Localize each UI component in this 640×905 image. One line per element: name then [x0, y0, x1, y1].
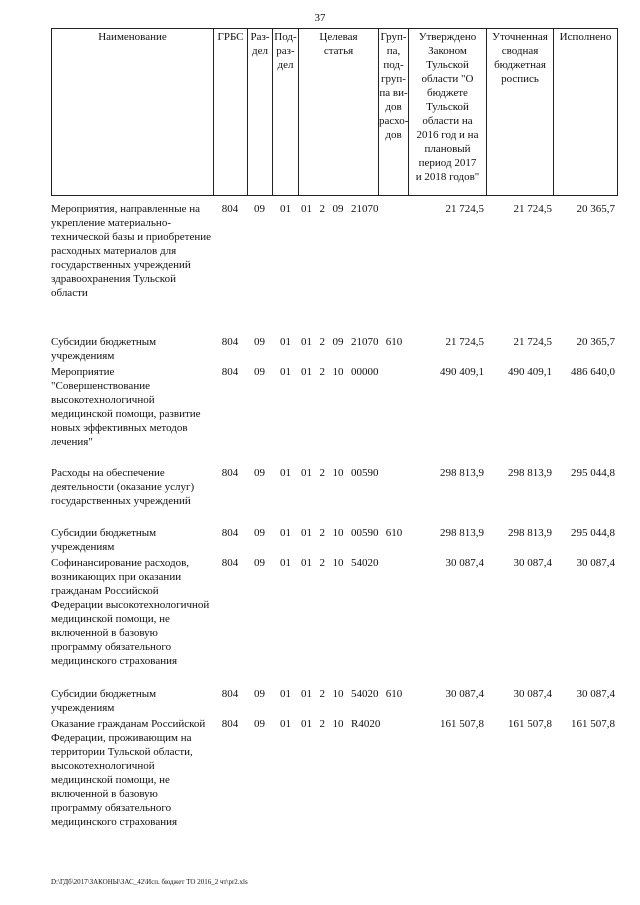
row-target: 01 2 09 21070 — [301, 336, 379, 348]
row-podrazdel: 01 — [280, 527, 291, 539]
row-executed: 20 365,7 — [576, 203, 615, 215]
row-vid: 610 — [385, 527, 403, 539]
row-approved: 298 813,9 — [440, 527, 484, 539]
row-name: Субсидии бюджетным учреждениям — [51, 688, 157, 714]
row-target: 01 2 10 54020 — [301, 557, 379, 569]
row-name: Мероприятие "Совершенствование высокотехнологичной медицинской помощи, развитие новых эффективных методов лечения" — [51, 366, 201, 448]
row-grbs: 804 — [221, 467, 239, 479]
row-approved: 21 724,5 — [445, 203, 484, 215]
row-approved: 30 087,4 — [445, 557, 484, 569]
page-number: 37 — [314, 12, 326, 24]
row-podrazdel: 01 — [280, 688, 291, 700]
row-refined: 298 813,9 — [508, 467, 552, 479]
row-name: Софинансирование расходов, возникающих при оказании гражданам Российской Федерации высокотехнологичной медицинской помощи, не включенной в базовую программу обязательного медицинского страхования — [51, 557, 210, 667]
row-vid: 610 — [385, 688, 403, 700]
row-refined: 21 724,5 — [513, 336, 552, 348]
row-grbs: 804 — [221, 557, 239, 569]
header-target: Целевая статья — [298, 28, 378, 196]
row-approved: 161 507,8 — [440, 718, 484, 730]
row-podrazdel: 01 — [280, 718, 291, 730]
row-refined: 490 409,1 — [508, 366, 552, 378]
row-razdel: 09 — [254, 527, 265, 539]
row-executed: 295 044,8 — [571, 467, 615, 479]
file-path-footer: D:\ГДб\2017\ЗАКОНЫ\ЗАС_42\Исп. бюджет ТО 2016_2 чт\pr2.xls — [51, 878, 248, 886]
row-podrazdel: 01 — [280, 366, 291, 378]
row-refined: 298 813,9 — [508, 527, 552, 539]
row-podrazdel: 01 — [280, 557, 291, 569]
row-grbs: 804 — [221, 336, 239, 348]
row-refined: 21 724,5 — [513, 203, 552, 215]
header-vid: Груп- па, под- груп- па ви- дов расхо- дов — [378, 28, 408, 196]
row-vid: 610 — [385, 336, 403, 348]
row-target: 01 2 10 00590 — [301, 467, 379, 479]
row-refined: 161 507,8 — [508, 718, 552, 730]
row-podrazdel: 01 — [280, 203, 291, 215]
header-refined: Уточненная сводная бюджетная роспись — [486, 28, 553, 196]
row-approved: 21 724,5 — [445, 336, 484, 348]
row-name: Мероприятия, направленные на укрепление материально-технической базы и приобретение расходных материалов для государственных учреждений здравоохранения Тульской области — [51, 203, 212, 299]
row-executed: 20 365,7 — [576, 336, 615, 348]
row-approved: 298 813,9 — [440, 467, 484, 479]
row-grbs: 804 — [221, 203, 239, 215]
row-name: Субсидии бюджетным учреждениям — [51, 336, 157, 362]
row-grbs: 804 — [221, 366, 239, 378]
row-target: 01 2 10 54020 — [301, 688, 379, 700]
row-name: Оказание гражданам Российской Федерации, проживающим на территории Тульской области, высокотехнологичной медицинской помощи, не включенной в базовую программу обязательного медицинского страхования — [51, 718, 206, 828]
row-name: Расходы на обеспечение деятельности (оказание услуг) государственных учреждений — [51, 467, 195, 507]
row-executed: 295 044,8 — [571, 527, 615, 539]
row-refined: 30 087,4 — [513, 557, 552, 569]
header-grbs: ГРБС — [213, 28, 247, 196]
row-podrazdel: 01 — [280, 467, 291, 479]
row-executed: 486 640,0 — [571, 366, 615, 378]
row-razdel: 09 — [254, 467, 265, 479]
row-target: 01 2 10 00590 — [301, 527, 379, 539]
row-executed: 30 087,4 — [576, 557, 615, 569]
header-razdel: Раз- дел — [247, 28, 272, 196]
header-approved: Утверждено Законом Тульской области "О бюджете Тульской области на 2016 год и на плановый период 2017 и 2018 годов" — [408, 28, 486, 196]
row-approved: 30 087,4 — [445, 688, 484, 700]
row-razdel: 09 — [254, 336, 265, 348]
header-name: Наименование — [51, 28, 213, 196]
row-executed: 161 507,8 — [571, 718, 615, 730]
row-approved: 490 409,1 — [440, 366, 484, 378]
row-razdel: 09 — [254, 366, 265, 378]
row-refined: 30 087,4 — [513, 688, 552, 700]
row-razdel: 09 — [254, 718, 265, 730]
row-razdel: 09 — [254, 557, 265, 569]
header-podrazdel: Под- раз- дел — [272, 28, 298, 196]
row-target: 01 2 09 21070 — [301, 203, 379, 215]
row-executed: 30 087,4 — [576, 688, 615, 700]
row-razdel: 09 — [254, 688, 265, 700]
row-podrazdel: 01 — [280, 336, 291, 348]
row-name: Субсидии бюджетным учреждениям — [51, 527, 157, 553]
header-executed: Исполнено — [553, 28, 618, 196]
row-target: 01 2 10 R4020 — [301, 718, 381, 730]
row-razdel: 09 — [254, 203, 265, 215]
row-target: 01 2 10 00000 — [301, 366, 379, 378]
row-grbs: 804 — [221, 688, 239, 700]
row-grbs: 804 — [221, 718, 239, 730]
row-grbs: 804 — [221, 527, 239, 539]
